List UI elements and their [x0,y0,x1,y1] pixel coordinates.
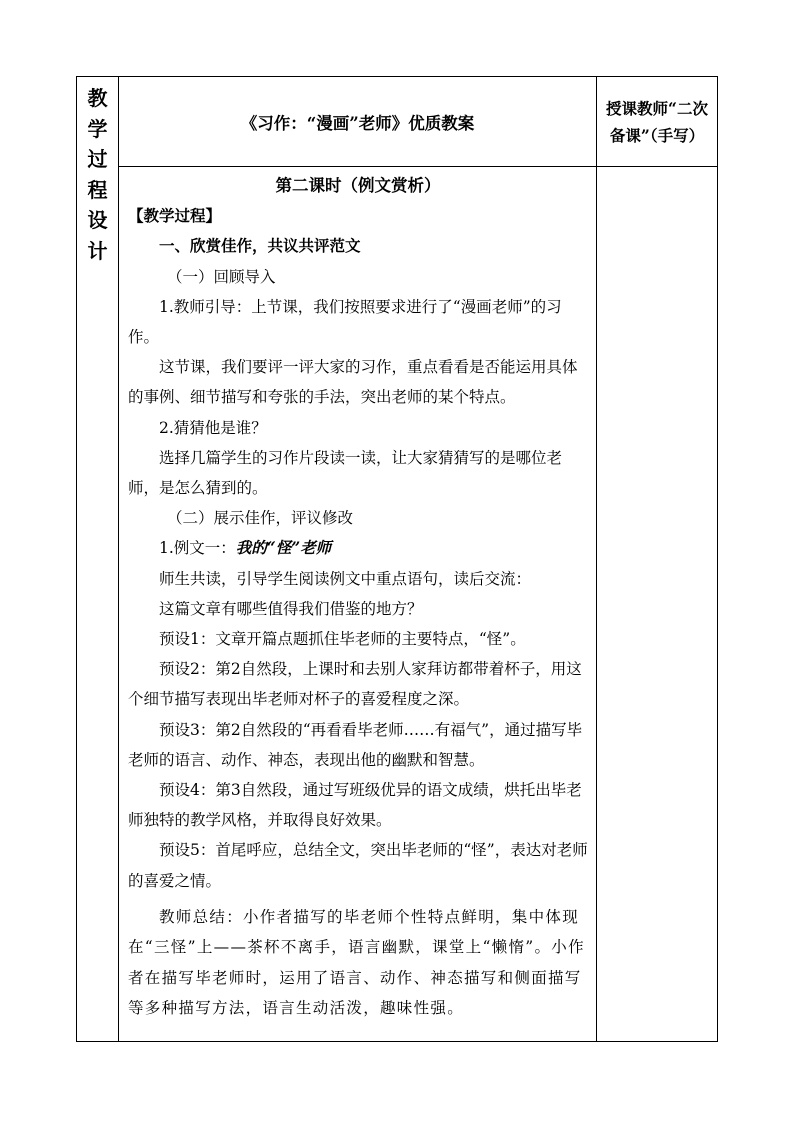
example-title: 我的“怪”老师 [235,538,332,558]
side-label-char: 过 [87,147,108,171]
handwritten-notes-area [597,167,718,1042]
side-label-char: 教 [87,86,108,110]
teacher-notes-header: 授课教师“二次备课”（手写） [597,77,718,167]
side-label-char: 设 [87,208,108,232]
side-label-char: 学 [87,116,108,141]
part1-heading: 一、欣赏佳作，共议共评范文 [159,236,361,256]
paragraph: 这篇文章有哪些值得我们借鉴的地方？ [159,599,423,618]
lesson-plan-table [76,76,718,1042]
sub-heading-review: （一）回顾导入 [167,267,276,286]
document-title: 《习作：“漫画”老师》优质教案 [119,77,597,167]
paragraph: 2.猜猜他是谁？ [159,418,267,437]
side-label-char: 程 [87,177,108,202]
preset-1: 预设1：文章开篇点题抓住毕老师的主要特点，“怪”。 [159,630,526,649]
preset-2: 预设2：第2自然段，上课时和去别人家拜访都带着杯子，用这个细节描写表现出毕老师对杯子的喜爱程度之深。 [128,660,582,709]
lesson-title: 第二课时（例文赏析） [275,176,441,195]
side-label-char: 计 [87,238,108,263]
example-prefix: 1.例文一： [159,539,236,558]
preset-3: 预设3：第2自然段的“再看看毕老师……有福气”，通过描写毕老师的语言、动作、神态，表现出他的幽默和智慧。 [128,720,583,769]
paragraph: 这节课，我们要评一评大家的习作，重点看看是否能运用具体的事例、细节描写和夸张的手法，突出老师的某个特点。 [128,358,578,407]
paragraph: 1.教师引导：上节课，我们按照要求进行了“漫画老师”的习作。 [128,297,562,347]
section-heading: 【教学过程】 [128,206,222,226]
preset-5: 预设5：首尾呼应，总结全文，突出毕老师的“怪”，表达对老师的喜爱之情。 [128,841,588,890]
example-heading [128,533,588,563]
teaching-process-design-label [77,77,119,1042]
lesson-content [119,167,597,1042]
preset-4: 预设4：第3自然段，通过写班级优异的语文成绩，烘托出毕老师独特的教学风格，并取得良好效果。 [128,781,582,830]
paragraph: 师生共读，引导学生阅读例文中重点语句，读后交流： [159,569,532,588]
teacher-summary: 教师总结：小作者描写的毕老师个性特点鲜明，集中体现在“三怪”上——茶杯不离手，语言幽默，课堂上“懒惰”。小作者在描写毕老师时，运用了语言、动作、神态描写和侧面描写等多种描写方法，语言生动活泼，趣味性强。 [128,907,585,1018]
sub-heading-showcase: （二）展示佳作，评议修改 [167,509,354,528]
paragraph: 选择几篇学生的习作片段读一读，让大家猜猜写的是哪位老师，是怎么猜到的。 [128,448,563,498]
